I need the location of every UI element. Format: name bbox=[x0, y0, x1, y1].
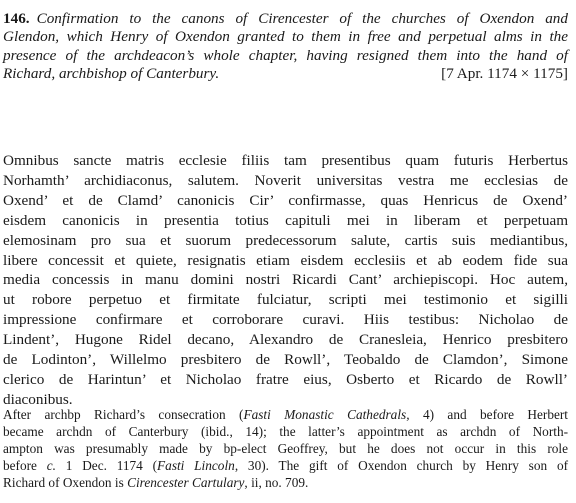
charter-line: ut robore perpetuo et firmitate fulciatur, scripti mei testimonio et sigilli bbox=[3, 291, 568, 309]
charter-line: libere concessit et quiete, resignatis etiam eisdem ecclesiis et ab eodem fide sua bbox=[3, 251, 568, 269]
charter-line: eisdem canonicis in presentia totius capituli mei in liberam et perpetuam bbox=[3, 211, 569, 229]
note-text: before bbox=[3, 458, 47, 474]
note-line: became archdn of Canterbury (ibid., 14); the latter’s appointment as archdn of North- bbox=[3, 424, 569, 440]
note-text: 4) and before Herbert bbox=[409, 407, 569, 422]
note-line bbox=[3, 474, 568, 491]
entry-heading-last-line bbox=[3, 65, 568, 83]
editorial-note bbox=[3, 406, 568, 491]
heading-line-2: Glendon, which Henry of Oxendon granted to them in free and perpetual alms in the bbox=[3, 28, 568, 46]
charter-line: Omnibus sancte matris ecclesie filiis tam presentibus quam futuris Herbertus bbox=[3, 152, 568, 169]
note-citation: Fasti Lincoln bbox=[157, 458, 235, 474]
note-abbrev: c. bbox=[46, 458, 56, 474]
charter-line: clerico de Harintun’ et Nicholao fratre eius, Osberto et Ricardo de Rowll’ bbox=[3, 370, 568, 388]
note-line: ampton was presumably made by bp-elect Geoffrey, but he does not occur in this role bbox=[3, 441, 568, 457]
note-citation: Cirencester Cartulary bbox=[127, 475, 245, 491]
charter-line: elemosinam pro sua et suorum predecessorum salute, cartis suis mediantibus, bbox=[3, 231, 569, 249]
note-line bbox=[3, 406, 568, 423]
charter-line: diaconibus. bbox=[3, 390, 73, 408]
charter-line: Lindent’, Hugone Ridel decano, Alexandro de Cranesleia, Henrico presbitero bbox=[3, 331, 568, 349]
note-text: 1 Dec. 1174 ( bbox=[55, 458, 158, 474]
charter-text bbox=[3, 151, 568, 410]
entry-summary-end: Richard, archbishop of Canterbury. bbox=[3, 65, 220, 82]
note-citation: Fasti Monastic Cathedrals, bbox=[243, 407, 410, 422]
heading-line-1 bbox=[3, 10, 568, 28]
entry-date: [7 Apr. 1174 × 1175] bbox=[441, 65, 568, 82]
note-text: , 30). The gift of Oxendon church by Henry son of bbox=[234, 458, 569, 474]
charter-line: Norhamth’ archidiaconus, salutem. Noverit universitas vestra me ecclesias de bbox=[3, 171, 569, 189]
entry-summary-line: Confirmation to the canons of Cirencester of the churches of Oxendon and bbox=[36, 10, 568, 27]
heading-line-3: presence of the archdeacon’s whole chapter, having resigned them into the hand of bbox=[3, 46, 568, 64]
note-text: Richard of Oxendon is bbox=[3, 475, 128, 491]
charter-line: de Lodinton’, Willelmo presbitero de Rowll’, Teobaldo de Clamdon’, Simone bbox=[3, 351, 569, 369]
entry-number: 146. bbox=[3, 10, 30, 27]
note-text: After archbp Richard’s consecration ( bbox=[3, 407, 244, 422]
note-line bbox=[3, 457, 568, 474]
entry-heading bbox=[3, 10, 568, 65]
charter-line: media concessis in manu domini nostri Ricardi Cant’ archiepiscopi. Hoc autem, bbox=[3, 271, 569, 289]
charter-line: impressione confirmare et corroborare curavi. Hiis testibus: Nicholao de bbox=[3, 311, 568, 329]
note-text: , ii, no. 709. bbox=[244, 475, 309, 491]
charter-line: Oxend’ et de Clamd’ canonicis Cir’ confirmasse, quas Henricus de Oxend’ bbox=[3, 191, 568, 209]
